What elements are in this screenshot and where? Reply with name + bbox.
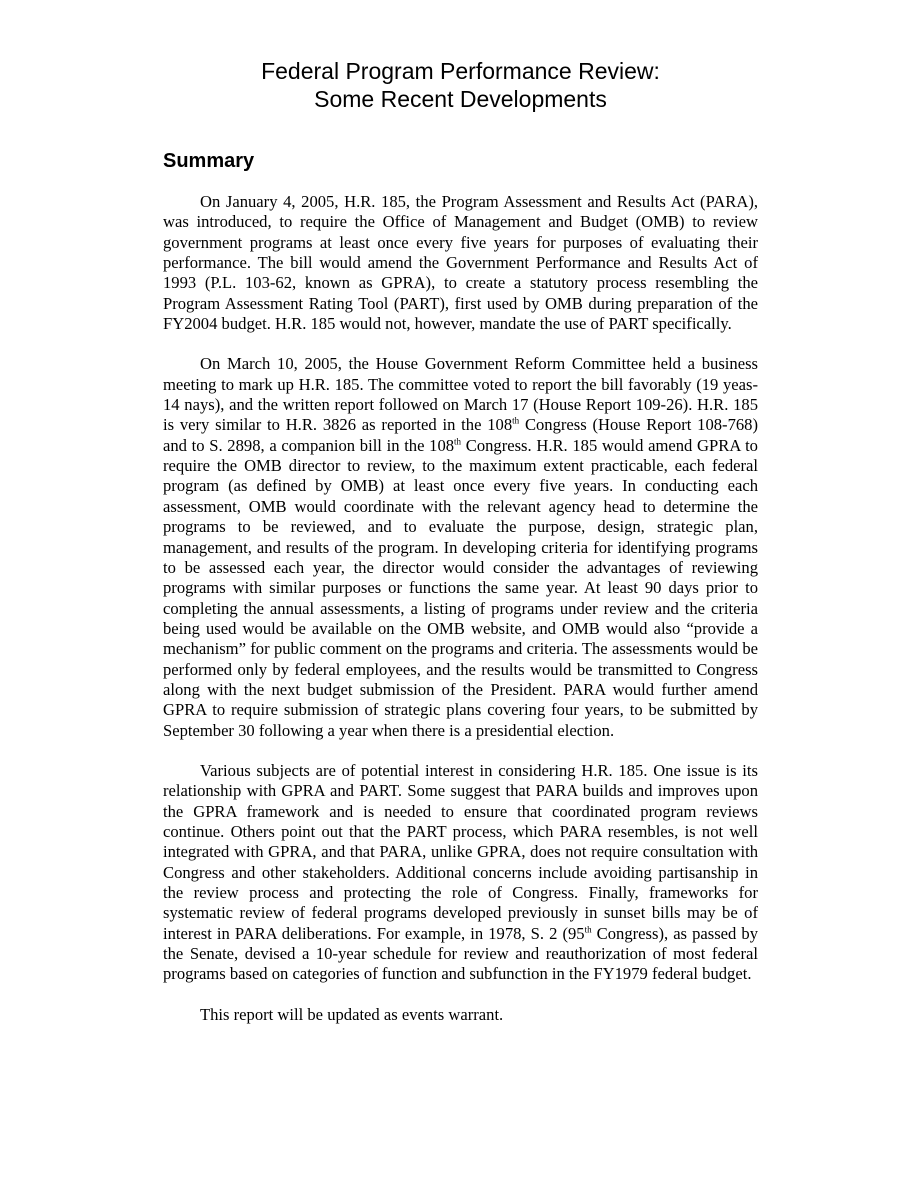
ordinal-suffix: th: [584, 924, 592, 935]
summary-paragraph-4: This report will be updated as events warrant.: [200, 1004, 504, 1024]
paragraph-2-text-a: On March 10, 2005, the House Government Reform Committee held a business meeting to mark up H.R. 185. The committee voted to report the bill favorably (19 yeas-14 nays), and the written report followed on March 17 (House Report 109-26). H.R. 185 is very similar to H.R. 3826 as reported in the 108: [163, 354, 758, 435]
paragraph-3-text-b: Congress), as passed by the Senate, devised a 10-year schedule for review and reauthorization of most federal programs based on categories of function and subfunction in the FY1979 federal budget.: [163, 923, 758, 984]
ordinal-suffix: th: [512, 415, 520, 426]
paragraph-3-text-a: Various subjects are of potential interest in considering H.R. 185. One issue is its relationship with GPRA and PART. Some suggest that PARA builds and improves upon the GPRA framework and is needed to ensure that coordinated program reviews continue. Others point out that the PART process, which PARA resembles, is not well integrated with GPRA, and that PARA, unlike GPRA, does not require consultation with Congress and other stakeholders. Additional concerns include avoiding partisanship in the review process and protecting the role of Congress. Finally, frameworks for systematic review of federal programs developed previously in sunset bills may be of interest in PARA deliberations. For example, in 1978, S. 2 (95: [163, 760, 758, 943]
summary-paragraph-1: On January 4, 2005, H.R. 185, the Program Assessment and Results Act (PARA), was introduced, to require the Office of Management and Budget (OMB) to review government programs at least once every five years for purposes of evaluating their performance. The bill would amend the Government Performance and Results Act of 1993 (P.L. 103-62, known as GPRA), to create a statutory process resembling the Program Assessment Rating Tool (PART), first used by OMB during preparation of the FY2004 budget. H.R. 185 would not, however, mandate the use of PART specifically.: [163, 192, 758, 334]
summary-heading: Summary: [163, 150, 255, 172]
paragraph-2-text-c: Congress. H.R. 185 would amend GPRA to require the OMB director to review, to the maximum extent practicable, each federal program (as defined by OMB) at least once every five years. In conducting each assessment, OMB would coordinate with the relevant agency head to determine the programs to be reviewed, and to evaluate the purpose, design, strategic plan, management, and results of the program. In developing criteria for identifying programs to be assessed each year, the director would consider the advantages of reviewing programs with similar purposes or functions the same year. At least 90 days prior to completing the annual assessments, a listing of programs under review and the criteria being used would be available on the OMB website, and OMB would also “provide a mechanism” for public comment on the programs and criteria. The assessments would be performed only by federal employees, and the results would be transmitted to Congress along with the next budget submission of the President. PARA would further amend GPRA to require submission of strategic plans covering four years, to be submitted by September 30 following a year when there is a presidential election.: [163, 435, 758, 740]
summary-paragraph-2: [163, 354, 758, 741]
summary-paragraph-3: [163, 761, 758, 985]
title-line-1: Federal Program Performance Review:: [261, 58, 660, 84]
title-line-2: Some Recent Developments: [314, 86, 607, 112]
document-title: [163, 57, 758, 113]
ordinal-suffix: th: [454, 436, 462, 447]
paragraph-2-text-b: Congress (House Report 108-768) and to S. 2898, a companion bill in the 108: [163, 415, 758, 455]
document-page: [163, 57, 758, 1025]
